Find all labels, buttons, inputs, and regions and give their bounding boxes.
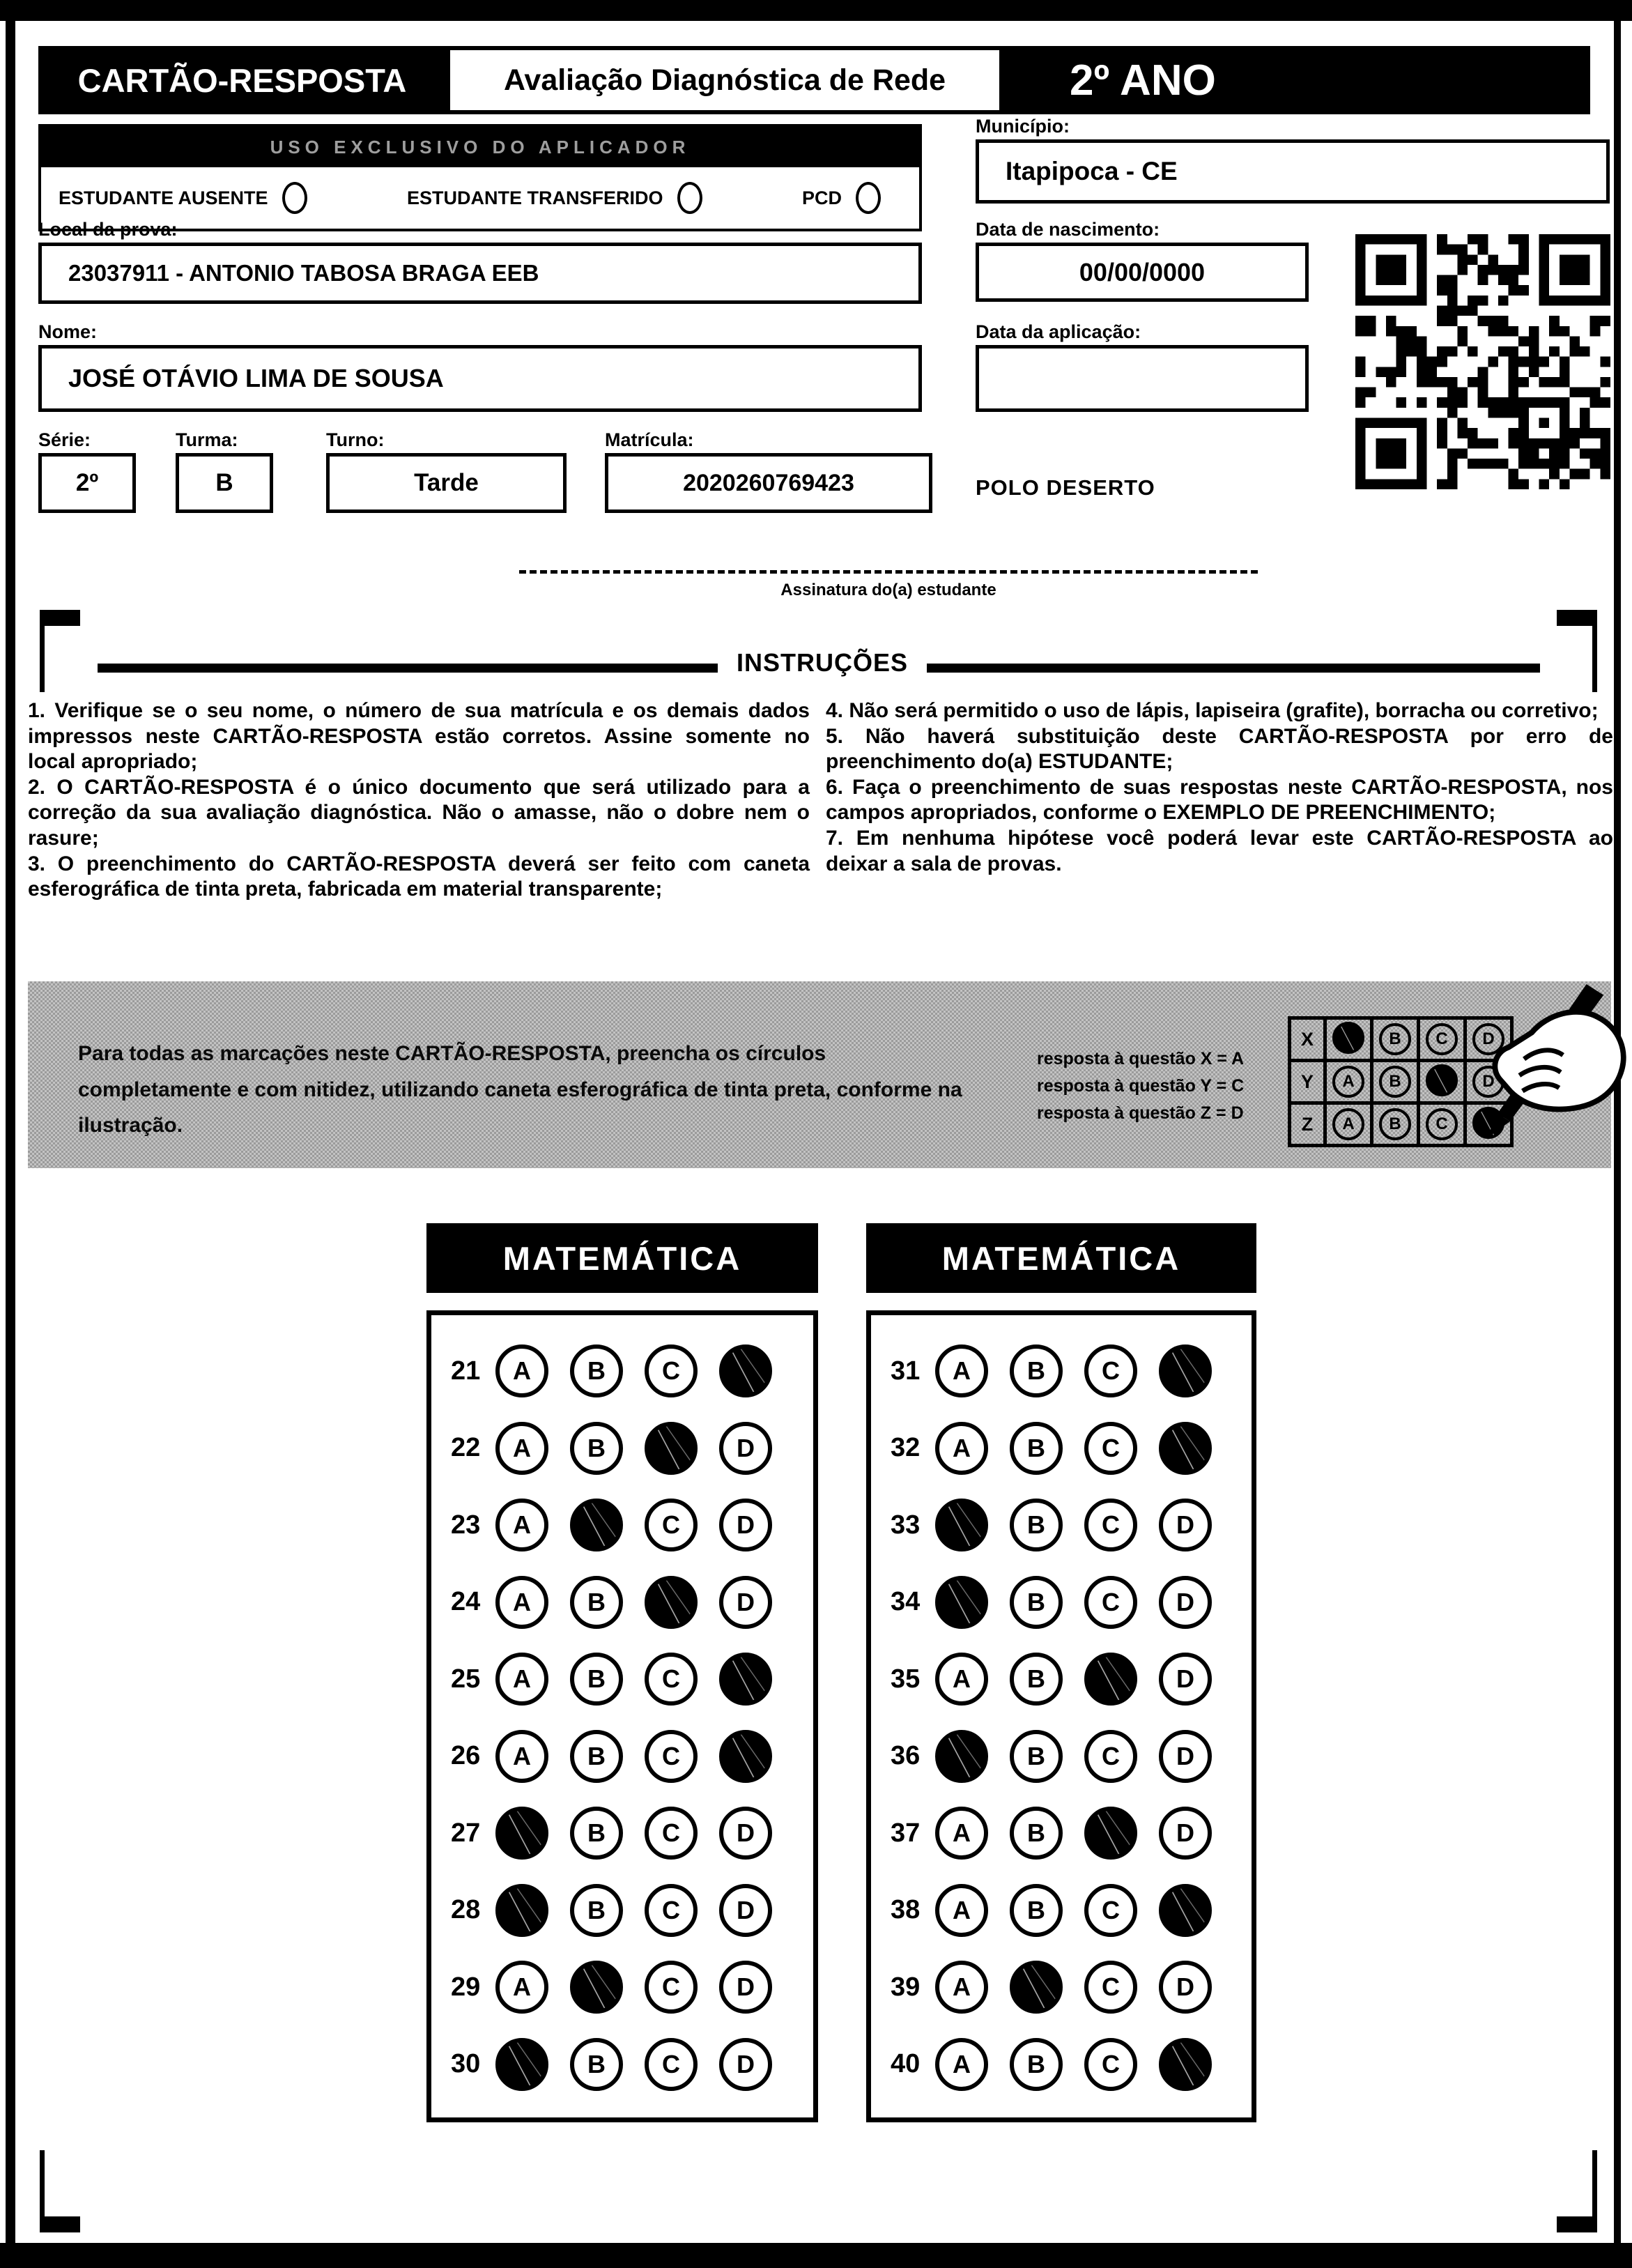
answer-bubble-34-B[interactable]: B bbox=[1010, 1576, 1063, 1629]
section-title-matematica-2: MATEMÁTICA bbox=[866, 1223, 1256, 1293]
signature-line[interactable] bbox=[519, 570, 1258, 574]
answer-bubble-29-C[interactable]: C bbox=[645, 1961, 698, 2014]
instruction-item: 2. O CARTÃO-RESPOSTA é o único documento que será utilizado para a correção da sua avaliação diagnóstica. Não o amasse, não o dobre nem o rasure; bbox=[28, 775, 810, 850]
answer-bubble-36-A[interactable] bbox=[935, 1730, 988, 1783]
question-number: 23 bbox=[451, 1510, 481, 1540]
answer-bubble-25-C[interactable]: C bbox=[645, 1653, 698, 1706]
registration-mark-top-left bbox=[40, 610, 84, 692]
instruction-item: 6. Faça o preenchimento de suas respostas neste CARTÃO-RESPOSTA, nos campos apropriados, conforme o EXEMPLO DE PREENCHIMENTO; bbox=[826, 775, 1613, 825]
answer-bubble-31-C[interactable]: C bbox=[1084, 1344, 1137, 1397]
instructions-rule-right bbox=[927, 664, 1540, 673]
question-number: 22 bbox=[451, 1433, 481, 1463]
instruction-item: 5. Não haverá substituição deste CARTÃO-RESPOSTA por erro de preenchimento do(a) ESTUDANTE; bbox=[826, 724, 1613, 774]
answer-bubble-40-A[interactable]: A bbox=[935, 2038, 988, 2091]
answer-bubble-34-A[interactable] bbox=[935, 1576, 988, 1629]
answer-bubble-32-D[interactable] bbox=[1159, 1422, 1212, 1475]
answer-bubble-33-B[interactable]: B bbox=[1010, 1499, 1063, 1551]
answer-bubble-28-D[interactable]: D bbox=[719, 1884, 772, 1937]
answer-bubble-37-A[interactable]: A bbox=[935, 1807, 988, 1860]
question-number: 39 bbox=[891, 1972, 921, 2002]
answer-bubble-21-A[interactable]: A bbox=[495, 1344, 548, 1397]
answer-bubble-40-C[interactable]: C bbox=[1084, 2038, 1137, 2091]
example-bubble-Y-B[interactable]: B bbox=[1379, 1066, 1411, 1098]
answer-bubble-34-D[interactable]: D bbox=[1159, 1576, 1212, 1629]
answer-bubble-35-B[interactable]: B bbox=[1010, 1653, 1063, 1706]
signature-label: Assinatura do(a) estudante bbox=[780, 581, 996, 599]
scan-border-top bbox=[0, 0, 1632, 21]
instructions-title: INSTRUÇÕES bbox=[736, 648, 909, 677]
answer-bubble-25-B[interactable]: B bbox=[570, 1653, 623, 1706]
question-number: 30 bbox=[451, 2049, 481, 2079]
question-number: 35 bbox=[891, 1664, 921, 1694]
question-row-32 bbox=[891, 1422, 1239, 1475]
answer-bubble-27-C[interactable]: C bbox=[645, 1807, 698, 1860]
turno-label: Turno: bbox=[326, 429, 385, 450]
answer-bubble-22-C[interactable] bbox=[645, 1422, 698, 1475]
question-number: 34 bbox=[891, 1587, 921, 1617]
answer-bubble-27-D[interactable]: D bbox=[719, 1807, 772, 1860]
question-number: 26 bbox=[451, 1741, 481, 1771]
aplicacao-value bbox=[976, 345, 1309, 412]
turma-value: B bbox=[176, 453, 273, 513]
question-number: 29 bbox=[451, 1972, 481, 2002]
instruction-item: 7. Em nenhuma hipótese você poderá levar este CARTÃO-RESPOSTA ao deixar a sala de provas. bbox=[826, 826, 1613, 875]
example-bubble-Z-B[interactable]: B bbox=[1379, 1108, 1411, 1140]
answer-bubble-31-A[interactable]: A bbox=[935, 1344, 988, 1397]
example-cell bbox=[1372, 1103, 1419, 1146]
answer-bubble-35-D[interactable]: D bbox=[1159, 1653, 1212, 1706]
example-cell bbox=[1372, 1061, 1419, 1103]
answer-bubble-35-A[interactable]: A bbox=[935, 1653, 988, 1706]
municipio-label: Município: bbox=[976, 116, 1070, 137]
instruction-item: 4. Não será permitido o uso de lápis, lapiseira (grafite), borracha ou corretivo; bbox=[826, 699, 1599, 722]
aplicador-option-label: ESTUDANTE TRANSFERIDO bbox=[407, 187, 663, 208]
aplicador-title: USO EXCLUSIVO DO APLICADOR bbox=[41, 127, 919, 167]
answer-bubble-23-C[interactable]: C bbox=[645, 1499, 698, 1551]
nascimento-label: Data de nascimento: bbox=[976, 219, 1160, 240]
example-text: Para todas as marcações neste CARTÃO-RESPOSTA, preencha os círculos completamente e com nitidez, utilizando caneta esferográfica de tinta preta, conforme na ilustração. bbox=[78, 1042, 962, 1137]
example-bubble-X-A[interactable] bbox=[1332, 1022, 1364, 1054]
example-bubble-X-B[interactable]: B bbox=[1379, 1023, 1411, 1055]
example-legend-line: resposta à questão Z = D bbox=[1037, 1103, 1244, 1123]
answer-bubble-23-A[interactable]: A bbox=[495, 1499, 548, 1551]
aplicador-option-bubble[interactable] bbox=[282, 182, 307, 214]
answer-bubble-38-C[interactable]: C bbox=[1084, 1884, 1137, 1937]
example-cell bbox=[1325, 1061, 1372, 1103]
aplicador-option-bubble[interactable] bbox=[856, 182, 881, 214]
question-number: 25 bbox=[451, 1664, 481, 1694]
assessment-title: Avaliação Diagnóstica de Rede bbox=[446, 46, 1003, 114]
answer-bubble-22-A[interactable]: A bbox=[495, 1422, 548, 1475]
answer-bubble-32-A[interactable]: A bbox=[935, 1422, 988, 1475]
question-row-37 bbox=[891, 1807, 1239, 1860]
answer-bubble-32-B[interactable]: B bbox=[1010, 1422, 1063, 1475]
nascimento-value: 00/00/0000 bbox=[976, 243, 1309, 302]
answer-bubble-31-B[interactable]: B bbox=[1010, 1344, 1063, 1397]
example-bubble-Y-D[interactable]: D bbox=[1472, 1066, 1504, 1098]
answer-bubble-35-C[interactable] bbox=[1084, 1653, 1137, 1706]
serie-value: 2º bbox=[38, 453, 136, 513]
question-row-39 bbox=[891, 1961, 1239, 2014]
question-row-38 bbox=[891, 1884, 1239, 1937]
hand-pen-illustration bbox=[1427, 984, 1632, 1148]
municipio-value: Itapipoca - CE bbox=[976, 139, 1610, 204]
answer-grid-21-30 bbox=[426, 1310, 818, 2122]
question-row-21 bbox=[451, 1344, 801, 1397]
nome-value: JOSÉ OTÁVIO LIMA DE SOUSA bbox=[38, 345, 922, 412]
aplicador-option-2 bbox=[407, 182, 702, 214]
question-row-35 bbox=[891, 1653, 1239, 1706]
answer-bubble-29-B[interactable] bbox=[570, 1961, 623, 2014]
local-value: 23037911 - ANTONIO TABOSA BRAGA EEB bbox=[38, 243, 922, 304]
answer-bubble-26-A[interactable]: A bbox=[495, 1730, 548, 1783]
qr-code-icon bbox=[1355, 234, 1610, 489]
example-bubble-X-D[interactable]: D bbox=[1472, 1023, 1504, 1055]
example-row-label: Z bbox=[1290, 1103, 1325, 1146]
answer-grid-31-40 bbox=[866, 1310, 1256, 2122]
registration-mark-bottom-right bbox=[1553, 2150, 1597, 2232]
answer-bubble-23-B[interactable] bbox=[570, 1499, 623, 1551]
example-box bbox=[28, 981, 1611, 1168]
answer-bubble-28-C[interactable]: C bbox=[645, 1884, 698, 1937]
aplicador-option-3 bbox=[802, 182, 881, 214]
aplicador-box bbox=[38, 124, 922, 231]
registration-mark-top-right bbox=[1553, 610, 1597, 692]
answer-bubble-24-A[interactable]: A bbox=[495, 1576, 548, 1629]
question-number: 37 bbox=[891, 1818, 921, 1848]
question-row-28 bbox=[451, 1884, 801, 1937]
answer-bubble-32-C[interactable]: C bbox=[1084, 1422, 1137, 1475]
answer-bubble-23-D[interactable]: D bbox=[719, 1499, 772, 1551]
answer-bubble-36-D[interactable]: D bbox=[1159, 1730, 1212, 1783]
turno-value: Tarde bbox=[326, 453, 567, 513]
instructions-column-left bbox=[28, 698, 810, 903]
question-row-27 bbox=[451, 1807, 801, 1860]
instructions-rule-left bbox=[98, 664, 718, 673]
answer-bubble-28-B[interactable]: B bbox=[570, 1884, 623, 1937]
answer-bubble-26-C[interactable]: C bbox=[645, 1730, 698, 1783]
answer-bubble-30-D[interactable]: D bbox=[719, 2038, 772, 2091]
question-row-30 bbox=[451, 2038, 801, 2091]
answer-bubble-30-B[interactable]: B bbox=[570, 2038, 623, 2091]
example-legend bbox=[1037, 1045, 1244, 1126]
answer-bubble-29-D[interactable]: D bbox=[719, 1961, 772, 2014]
answer-bubble-31-D[interactable] bbox=[1159, 1344, 1212, 1397]
example-legend-line: resposta à questão X = A bbox=[1037, 1049, 1245, 1068]
matricula-label: Matrícula: bbox=[605, 429, 694, 450]
question-row-40 bbox=[891, 2038, 1239, 2091]
example-row-label: Y bbox=[1290, 1061, 1325, 1103]
answer-bubble-40-D[interactable] bbox=[1159, 2038, 1212, 2091]
example-row-label: X bbox=[1290, 1018, 1325, 1061]
section-title-matematica-1: MATEMÁTICA bbox=[426, 1223, 818, 1293]
question-row-26 bbox=[451, 1730, 801, 1783]
answer-bubble-21-B[interactable]: B bbox=[570, 1344, 623, 1397]
question-row-36 bbox=[891, 1730, 1239, 1783]
aplicador-option-label: PCD bbox=[801, 187, 842, 208]
question-number: 27 bbox=[451, 1818, 481, 1848]
question-number: 24 bbox=[451, 1587, 481, 1617]
serie-label: Série: bbox=[38, 429, 91, 450]
answer-bubble-24-D[interactable]: D bbox=[719, 1576, 772, 1629]
answer-bubble-39-D[interactable]: D bbox=[1159, 1961, 1212, 2014]
answer-bubble-28-A[interactable] bbox=[495, 1884, 548, 1937]
polo-label: POLO DESERTO bbox=[976, 475, 1155, 500]
header bbox=[38, 46, 1590, 114]
answer-bubble-36-C[interactable]: C bbox=[1084, 1730, 1137, 1783]
answer-bubble-37-D[interactable]: D bbox=[1159, 1807, 1212, 1860]
answer-bubble-39-C[interactable]: C bbox=[1084, 1961, 1137, 2014]
answer-bubble-24-C[interactable] bbox=[645, 1576, 698, 1629]
question-row-23 bbox=[451, 1499, 801, 1551]
answer-bubble-38-A[interactable]: A bbox=[935, 1884, 988, 1937]
answer-bubble-21-D[interactable] bbox=[719, 1344, 772, 1397]
question-number: 28 bbox=[451, 1895, 481, 1925]
answer-bubble-22-B[interactable]: B bbox=[570, 1422, 623, 1475]
answer-bubble-30-C[interactable]: C bbox=[645, 2038, 698, 2091]
question-row-29 bbox=[451, 1961, 801, 2014]
answer-bubble-37-C[interactable] bbox=[1084, 1807, 1137, 1860]
registration-mark-bottom-left bbox=[40, 2150, 84, 2232]
question-number: 38 bbox=[891, 1895, 921, 1925]
answer-bubble-33-A[interactable] bbox=[935, 1499, 988, 1551]
question-row-22 bbox=[451, 1422, 801, 1475]
answer-bubble-25-A[interactable]: A bbox=[495, 1653, 548, 1706]
question-row-33 bbox=[891, 1499, 1239, 1551]
instruction-item: 1. Verifique se o seu nome, o número de sua matrícula e os demais dados impressos neste CARTÃO-RESPOSTA estão corretos. Assine somente no local apropriado; bbox=[28, 699, 810, 774]
example-bubble-X-C[interactable]: C bbox=[1426, 1023, 1458, 1055]
example-cell bbox=[1325, 1018, 1372, 1061]
example-legend-line: resposta à questão Y = C bbox=[1037, 1075, 1245, 1096]
question-row-24 bbox=[451, 1576, 801, 1629]
example-bubble-Z-A[interactable]: A bbox=[1332, 1108, 1364, 1140]
answer-bubble-33-D[interactable]: D bbox=[1159, 1499, 1212, 1551]
question-number: 31 bbox=[891, 1356, 921, 1386]
question-number: 21 bbox=[451, 1356, 481, 1386]
question-row-31 bbox=[891, 1344, 1239, 1397]
answer-bubble-34-C[interactable]: C bbox=[1084, 1576, 1137, 1629]
answer-bubble-36-B[interactable]: B bbox=[1010, 1730, 1063, 1783]
turma-label: Turma: bbox=[176, 429, 238, 450]
answer-bubble-39-B[interactable] bbox=[1010, 1961, 1063, 2014]
scan-border-bottom bbox=[0, 2243, 1632, 2268]
answer-bubble-27-B[interactable]: B bbox=[570, 1807, 623, 1860]
answer-bubble-25-D[interactable] bbox=[719, 1653, 772, 1706]
local-label: Local da prova: bbox=[38, 219, 178, 240]
answer-bubble-39-A[interactable]: A bbox=[935, 1961, 988, 2014]
question-number: 36 bbox=[891, 1741, 921, 1771]
example-cell bbox=[1325, 1103, 1372, 1146]
answer-bubble-26-B[interactable]: B bbox=[570, 1730, 623, 1783]
aplicador-option-label: ESTUDANTE AUSENTE bbox=[59, 187, 268, 208]
example-bubble-Z-C[interactable]: C bbox=[1426, 1108, 1458, 1140]
answer-bubble-38-D[interactable] bbox=[1159, 1884, 1212, 1937]
scan-border-left bbox=[6, 20, 15, 2248]
answer-bubble-24-B[interactable]: B bbox=[570, 1576, 623, 1629]
aplicador-option-bubble[interactable] bbox=[677, 182, 702, 214]
answer-bubble-22-D[interactable]: D bbox=[719, 1422, 772, 1475]
question-number: 40 bbox=[891, 2049, 921, 2079]
answer-bubble-26-D[interactable] bbox=[719, 1730, 772, 1783]
nome-label: Nome: bbox=[38, 321, 98, 342]
answer-bubble-29-A[interactable]: A bbox=[495, 1961, 548, 2014]
question-number: 32 bbox=[891, 1433, 921, 1463]
instructions-column-right bbox=[826, 698, 1613, 877]
answer-bubble-21-C[interactable]: C bbox=[645, 1344, 698, 1397]
question-row-25 bbox=[451, 1653, 801, 1706]
answer-bubble-30-A[interactable] bbox=[495, 2038, 548, 2091]
question-row-34 bbox=[891, 1576, 1239, 1629]
example-cell bbox=[1372, 1018, 1419, 1061]
question-number: 33 bbox=[891, 1510, 921, 1540]
answer-bubble-37-B[interactable]: B bbox=[1010, 1807, 1063, 1860]
answer-bubble-33-C[interactable]: C bbox=[1084, 1499, 1137, 1551]
card-title: CARTÃO-RESPOSTA bbox=[38, 46, 446, 114]
answer-bubble-40-B[interactable]: B bbox=[1010, 2038, 1063, 2091]
matricula-value: 2020260769423 bbox=[605, 453, 932, 513]
answer-bubble-27-A[interactable] bbox=[495, 1807, 548, 1860]
instruction-item: 3. O preenchimento do CARTÃO-RESPOSTA deverá ser feito com caneta esferográfica de tinta preta, fabricada em material transparente; bbox=[28, 852, 810, 901]
aplicacao-label: Data da aplicação: bbox=[976, 321, 1141, 342]
example-bubble-Y-A[interactable]: A bbox=[1332, 1066, 1364, 1098]
aplicador-option-1 bbox=[59, 182, 307, 214]
answer-bubble-38-B[interactable]: B bbox=[1010, 1884, 1063, 1937]
grade-title: 2º ANO bbox=[1003, 46, 1590, 114]
